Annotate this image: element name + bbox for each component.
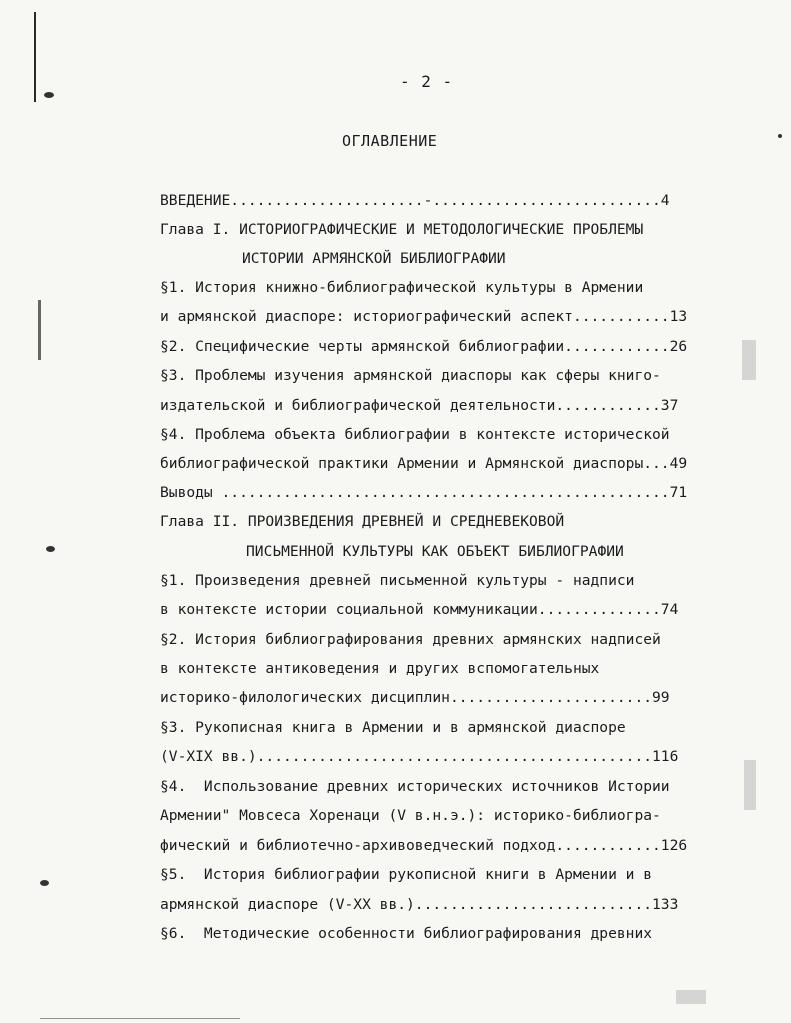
toc-ch2-sec2: §2. История библиографирования древних армянских надписей <box>160 631 661 648</box>
scan-smudge <box>742 340 756 380</box>
toc-ch2-sec4-cont2: фический и библиотечно-архивоведческий подход............126 <box>160 837 688 854</box>
toc-entry-introduction: ВВЕДЕНИЕ......................-..........................4 <box>160 192 670 209</box>
toc-ch2-sec1: §1. Произведения древней письменной культуры - надписи <box>160 572 635 589</box>
toc-ch1-sec4: §4. Проблема объекта библиографии в контексте исторической <box>160 426 670 443</box>
scan-smudge <box>676 990 706 1004</box>
toc-ch1-sec3-cont: издательской и библиографической деятельности............37 <box>160 397 679 414</box>
toc-ch2-sec6: §6. Методические особенности библиографирования древних <box>160 925 653 942</box>
toc-ch2-sec3-cont: (V-XIX вв.).............................................116 <box>160 748 679 765</box>
toc-ch1-sec3: §3. Проблемы изучения армянской диаспоры как сферы книго- <box>160 367 661 384</box>
scan-speck <box>40 880 49 886</box>
scan-smudge <box>744 760 756 810</box>
toc-ch2-sec2-cont: в контексте антиковедения и других вспомогательных <box>160 660 600 677</box>
toc-ch2-sec2-cont2: историко-филологических дисциплин.......................99 <box>160 689 670 706</box>
toc-ch1-conclusions: Выводы ...................................................71 <box>160 484 688 501</box>
scan-edge-line <box>34 12 36 102</box>
scan-speck <box>46 546 55 552</box>
toc-chapter-2: Глава II. ПРОИЗВЕДЕНИЯ ДРЕВНЕЙ И СРЕДНЕВЕКОВОЙ <box>160 513 565 530</box>
toc-ch2-sec5: §5. История библиографии рукописной книги в Армении и в <box>160 866 653 883</box>
page-number: - 2 - <box>400 72 454 91</box>
toc-ch2-sec4-cont: Армении" Мовсеса Хоренаци (V в.н.э.): историко-библиогра- <box>160 807 661 824</box>
toc-chapter-1-cont: ИСТОРИИ АРМЯНСКОЙ БИБЛИОГРАФИИ <box>242 250 506 267</box>
scan-edge-line <box>38 300 41 360</box>
toc-ch2-sec4: §4. Использование древних исторических источников Истории <box>160 778 670 795</box>
toc-ch2-sec1-cont: в контексте истории социальной коммуникации..............74 <box>160 601 679 618</box>
scan-speck <box>44 92 54 98</box>
toc-ch1-sec1-cont: и армянской диаспоре: историографический аспект...........13 <box>160 308 688 325</box>
page-title: ОГЛАВЛЕНИЕ <box>342 132 438 150</box>
toc-chapter-1: Глава I. ИСТОРИОГРАФИЧЕСКИЕ И МЕТОДОЛОГИЧЕСКИЕ ПРОБЛЕМЫ <box>160 221 644 238</box>
toc-ch2-sec5-cont: армянской диаспоре (V-XX вв.)...........................133 <box>160 896 679 913</box>
toc-ch2-sec3: §3. Рукописная книга в Армении и в армянской диаспоре <box>160 719 626 736</box>
scan-speck <box>778 134 782 138</box>
toc-chapter-2-cont: ПИСЬМЕННОЙ КУЛЬТУРЫ КАК ОБЪЕКТ БИБЛИОГРАФИИ <box>246 543 624 560</box>
scan-edge-line <box>40 1018 240 1019</box>
toc-ch1-sec2: §2. Специфические черты армянской библиографии............26 <box>160 338 688 355</box>
toc-ch1-sec1: §1. История книжно-библиографической культуры в Армении <box>160 279 644 296</box>
toc-ch1-sec4-cont: библиографической практики Армении и Армянской диаспоры...49 <box>160 455 688 472</box>
